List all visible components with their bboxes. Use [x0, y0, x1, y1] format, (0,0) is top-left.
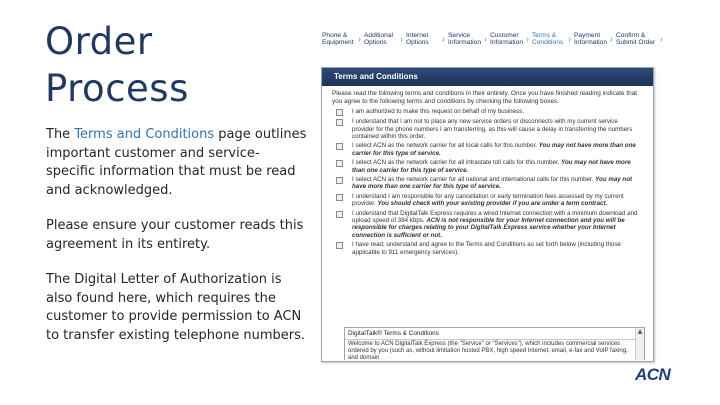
step-label: Customer Information	[490, 32, 523, 47]
chevron-right-icon: ›	[526, 34, 529, 44]
terms-checkbox[interactable]	[336, 143, 343, 150]
term-body: I select ACN as the network carrier for all national and international calls for this number.	[352, 176, 596, 184]
term-row	[332, 118, 653, 140]
term-emphasis: You may not have more than one carrier for this type of service.	[352, 142, 636, 157]
terms-checkbox[interactable]	[336, 211, 343, 218]
acn-logo: ACN	[635, 365, 671, 384]
slide-title	[45, 18, 305, 112]
term-text	[352, 176, 640, 191]
term-text	[352, 210, 640, 240]
terms-highlight: Terms and Conditions	[74, 127, 215, 142]
step-service-information[interactable]	[448, 32, 490, 50]
step-internet-options[interactable]	[406, 32, 448, 50]
paragraph-3: The Digital Letter of Authorization is also found here, which requires the customer to provide permission to ACN to transfer existing telephone numbers.	[46, 272, 305, 343]
chevron-right-icon: ›	[442, 34, 445, 44]
p1-prefix: The	[46, 127, 75, 142]
term-emphasis: You should check with your existing provider if you are under a term contract.	[377, 200, 608, 208]
title-line-2: Process	[45, 67, 189, 110]
term-text	[352, 142, 640, 157]
step-label: Additional Options	[364, 32, 393, 47]
terms-checkbox[interactable]	[336, 194, 343, 201]
terms-intro: Please read the following terms and conditions in their entirety. Once you have finished reading indicate that you agree to the following terms and conditions by checking the following boxes.	[332, 90, 638, 105]
term-row	[332, 241, 653, 256]
terms-checkbox[interactable]	[336, 109, 343, 116]
term-body: I select ACN as the network carrier for all local calls for this number.	[352, 142, 539, 150]
panel-body	[332, 90, 653, 360]
term-emphasis: ACN is not responsible for your Internet connection and you will be responsible for charges relating to your DigitalTalk Express service whether your Internet connection is sufficient or not.	[352, 217, 625, 239]
letter-scrollbar[interactable]	[635, 328, 644, 360]
step-terms-conditions[interactable]	[532, 32, 574, 50]
order-steps-nav	[322, 32, 672, 50]
terms-checkbox[interactable]	[336, 119, 343, 126]
chevron-right-icon: ›	[610, 34, 613, 44]
chevron-right-icon: ›	[400, 34, 403, 44]
chevron-right-icon: ›	[568, 34, 571, 44]
letter-text: Welcome to ACN DigitalTalk Express (the "Service" or "Services"), which includes commercial services ordered by you (such as, without limitation hosted PBX, high speed Internet, email, e-fax and VoIP faxing, and domain	[348, 341, 628, 360]
scroll-up-icon[interactable]: ▲	[637, 328, 643, 335]
terms-checkbox[interactable]	[336, 242, 343, 249]
chevron-right-icon: ›	[660, 34, 663, 44]
step-customer-information[interactable]	[490, 32, 532, 50]
terms-checkbox[interactable]	[336, 177, 343, 184]
title-line-1: Order	[45, 20, 153, 63]
step-phone-equipment[interactable]	[322, 32, 364, 50]
term-emphasis: You may not have more than one carrier for this type of service.	[352, 176, 633, 191]
step-payment-information[interactable]	[574, 32, 616, 50]
term-text	[352, 241, 640, 256]
term-body: I have read, understand and agree to the Terms and Conditions as set forth below (including those applicable to 911 emergency services).	[352, 241, 621, 256]
term-body: I select ACN as the network carrier for all intrastate toll calls for this number.	[352, 159, 562, 167]
paragraph-1	[46, 126, 308, 200]
step-label: Internet Options	[406, 32, 429, 47]
term-row	[332, 176, 653, 191]
step-label: Payment Information	[574, 32, 607, 47]
step-label: Phone & Equipment	[322, 32, 354, 47]
term-body: I am authorized to make this request on behalf of my business.	[352, 108, 524, 116]
paragraph-2: Please ensure your customer reads this agreement in its entirety.	[46, 218, 304, 252]
term-emphasis: You may not have more than one carrier for this type of service.	[352, 159, 631, 174]
p1-suffix: page outlines important customer and service-specific information that must be read and acknowledged.	[46, 127, 307, 198]
chevron-right-icon: ›	[358, 34, 361, 44]
term-body: I understand that I am not to place any new service orders or disconnects with my current service provider for the phone numbers I am transferring, as this will cause a delay in transferring the numbers contained within this order.	[352, 118, 633, 140]
term-row	[332, 210, 653, 240]
letter-of-authorization-box[interactable]	[344, 327, 645, 360]
term-text	[352, 193, 640, 208]
chevron-right-icon: ›	[484, 34, 487, 44]
step-additional-options[interactable]	[364, 32, 406, 50]
term-row	[332, 108, 653, 116]
term-body: I understand that DigitalTalk Express requires a wired Internet connection with a minimum download and upload speed of 384 kbps.	[352, 209, 638, 225]
term-row	[332, 193, 653, 208]
term-text	[352, 159, 640, 174]
term-text	[352, 118, 640, 140]
step-label: Terms & Conditions	[532, 32, 564, 47]
slide-body	[46, 126, 308, 362]
term-row	[332, 159, 653, 174]
terms-panel	[321, 67, 654, 362]
panel-title: Terms and Conditions	[322, 68, 653, 86]
term-row	[332, 142, 653, 157]
step-label: Service Information	[448, 32, 481, 47]
step-confirm-submit[interactable]	[616, 32, 666, 50]
term-body: I understand I am responsible for any cancellation or early termination fees assessed by my current provider.	[352, 192, 624, 208]
step-label: Confirm & Submit Order	[616, 32, 656, 47]
terms-checkbox[interactable]	[336, 160, 343, 167]
term-text	[352, 108, 640, 115]
letter-title: DigitalTalk® Terms & Conditions	[345, 328, 635, 340]
